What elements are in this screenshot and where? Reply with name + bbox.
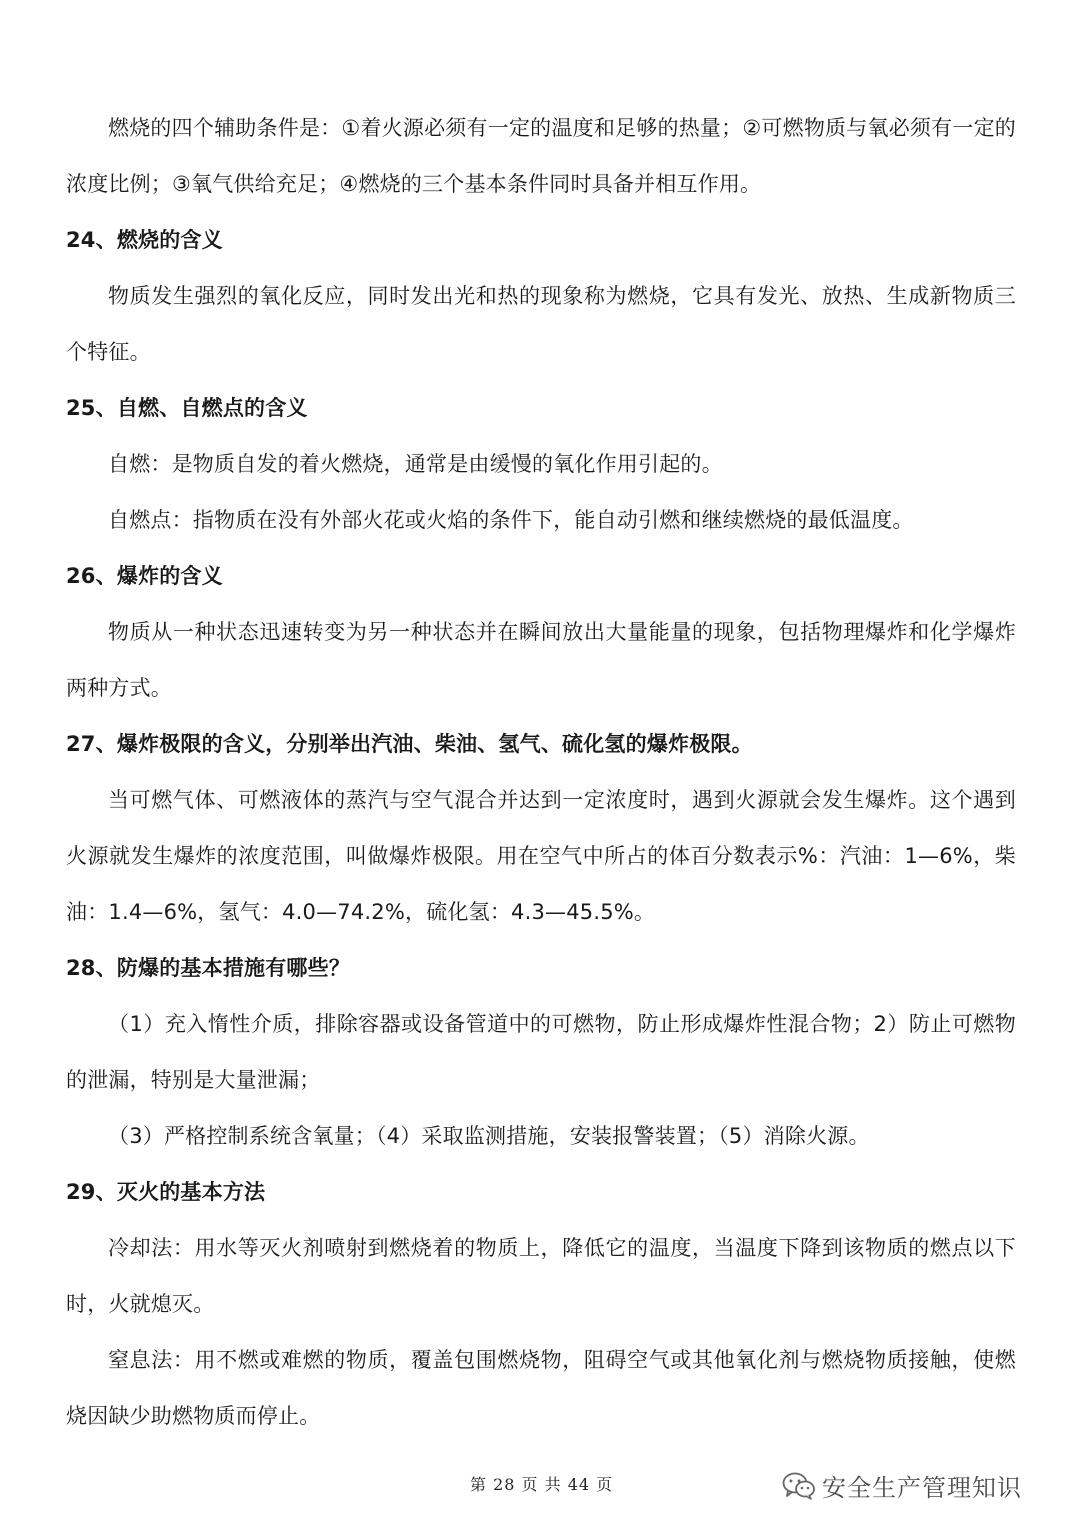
page-number: 第 28 页 共 44 页: [470, 1475, 614, 1494]
para-28-a: （1）充入惰性介质，排除容器或设备管道中的可燃物，防止形成爆炸性混合物；2）防止可燃物的泄漏，特别是大量泄漏；: [66, 1012, 1016, 1092]
para-29-b: 窒息法：用不燃或难燃的物质，覆盖包围燃烧物，阻碍空气或其他氧化剂与燃烧物质接触，使燃烧因缺少助燃物质而停止。: [66, 1348, 1016, 1428]
watermark-text: 安全生产管理知识: [822, 1474, 1022, 1502]
heading-27: 27、爆炸极限的含义，分别举出汽油、柴油、氢气、硫化氢的爆炸极限。: [66, 732, 753, 756]
para-27: 当可燃气体、可燃液体的蒸汽与空气混合并达到一定浓度时，遇到火源就会发生爆炸。这个遇到火源就发生爆炸的浓度范围，叫做爆炸极限。用在空气中所占的体百分数表示%：汽油：1—6%，柴油：1.4—6%，氢气：4.0—74.2%，硫化氢：4.3—45.5%。: [66, 788, 1016, 924]
watermark: [782, 1468, 1022, 1503]
para-auxiliary-conditions: 燃烧的四个辅助条件是：①着火源必须有一定的温度和足够的热量；②可燃物质与氧必须有一定的浓度比例；③氧气供给充足；④燃烧的三个基本条件同时具备并相互作用。: [66, 116, 1016, 196]
heading-26: 26、爆炸的含义: [66, 564, 223, 588]
heading-28: 28、防爆的基本措施有哪些？: [66, 956, 351, 980]
para-25-b: 自燃点：指物质在没有外部火花或火焰的条件下，能自动引燃和继续燃烧的最低温度。: [108, 508, 914, 532]
heading-29: 29、灭火的基本方法: [66, 1180, 266, 1204]
para-24: 物质发生强烈的氧化反应，同时发出光和热的现象称为燃烧，它具有发光、放热、生成新物质三个特征。: [66, 284, 1016, 364]
page-footer: [0, 1468, 1080, 1502]
para-29-a: 冷却法：用水等灭火剂喷射到燃烧着的物质上，降低它的温度，当温度下降到该物质的燃点以下时，火就熄灭。: [66, 1236, 1016, 1316]
wechat-icon: [782, 1472, 816, 1500]
document-body: [66, 100, 1016, 1444]
para-28-b: （3）严格控制系统含氧量；（4）采取监测措施，安装报警装置；（5）消除火源。: [108, 1124, 870, 1148]
para-25-a: 自燃：是物质自发的着火燃烧，通常是由缓慢的氧化作用引起的。: [108, 452, 723, 476]
para-26: 物质从一种状态迅速转变为另一种状态并在瞬间放出大量能量的现象，包括物理爆炸和化学爆炸两种方式。: [66, 620, 1016, 700]
heading-24: 24、燃烧的含义: [66, 228, 223, 252]
heading-25: 25、自燃、自燃点的含义: [66, 396, 308, 420]
